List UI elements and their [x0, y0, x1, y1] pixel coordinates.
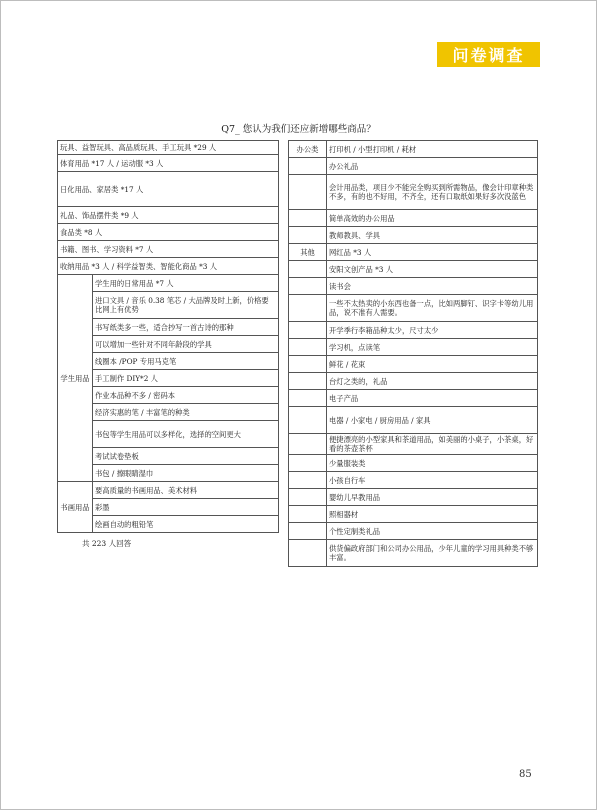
answer-cell: 个性定制类礼品 — [327, 523, 538, 540]
category-art-supplies: 书画用品 — [58, 482, 93, 533]
answer-cell: 供货偏政府部门和公司办公用品，少年儿童的学习用具种类不够丰富。 — [327, 540, 538, 567]
answer-cell: 小孩自行车 — [327, 472, 538, 489]
answer-cell: 开学季行李箱品种太少，尺寸太少 — [327, 322, 538, 339]
table-row — [58, 482, 279, 499]
table-row — [289, 455, 538, 472]
answer-cell: 便捷漂亮的小型家具和茶道用品，如美丽的小桌子，小茶桌，好看的茶壶茶杯 — [327, 434, 538, 455]
answer-cell: 作业本品种不多 / 密码本 — [93, 387, 279, 404]
table-row — [58, 207, 279, 224]
blank-category-cell — [289, 455, 327, 472]
answer-cell: 会计用品类，项目少不能完全购买到所需物品，像会计印章种类不多，有的也不好用，不齐全，还有口取纸如果好多次没蓝色 — [327, 175, 538, 210]
table-row — [58, 172, 279, 207]
answer-cell: 简单高效的办公用品 — [327, 210, 538, 227]
table-row — [289, 244, 538, 261]
blank-category-cell — [289, 175, 327, 210]
blank-category-cell — [289, 434, 327, 455]
table-row — [289, 373, 538, 390]
answer-cell: 手工制作 DIY*2 人 — [93, 370, 279, 387]
answer-cell: 台灯之类的，礼品 — [327, 373, 538, 390]
category-student-supplies: 学生用品 — [58, 275, 93, 482]
answer-cell: 书籍、图书、学习资料 *7 人 — [58, 241, 279, 258]
answer-cell: 电器 / 小家电 / 厨房用品 / 家具 — [327, 407, 538, 434]
table-row — [289, 506, 538, 523]
answer-cell: 考试试卷垫板 — [93, 448, 279, 465]
answer-cell: 食品类 *8 人 — [58, 224, 279, 241]
category-other: 其他 — [289, 244, 327, 261]
answer-cell: 体育用品 *17 人 / 运动服 *3 人 — [58, 155, 279, 172]
answer-cell: 网红品 *3 人 — [327, 244, 538, 261]
table-row — [289, 141, 538, 158]
blank-category-cell — [289, 339, 327, 356]
table-row — [58, 224, 279, 241]
table-row — [289, 261, 538, 278]
answer-cell: 收纳用品 *3 人 / 科学益智类、智能化商品 *3 人 — [58, 258, 279, 275]
table-row — [289, 322, 538, 339]
answer-cell: 安阳文创产品 *3 人 — [327, 261, 538, 278]
answer-cell: 玩具、益智玩具、高品质玩具、手工玩具 *29 人 — [58, 141, 279, 155]
table-row — [289, 523, 538, 540]
blank-category-cell — [289, 261, 327, 278]
respondent-count: 共 223 人回答 — [82, 539, 132, 548]
answers-table-left — [57, 140, 279, 533]
answer-cell: 书包等学生用品可以多样化，选择的空间更大 — [93, 421, 279, 448]
table-row — [289, 158, 538, 175]
question-title: Q7_ 您认为我们还应新增哪些商品？ — [221, 124, 376, 135]
answer-cell: 教师教具、学具 — [327, 227, 538, 244]
blank-category-cell — [289, 227, 327, 244]
answer-cell: 照相器材 — [327, 506, 538, 523]
answer-cell: 电子产品 — [327, 390, 538, 407]
page-number: 85 — [519, 769, 532, 780]
table-row — [58, 275, 279, 292]
table-row — [289, 175, 538, 210]
answer-cell: 进口文具 / 音乐 0.38 笔芯 / 大品牌及时上新，价格要比网上有优势 — [93, 292, 279, 319]
table-row — [289, 489, 538, 506]
blank-category-cell — [289, 506, 327, 523]
blank-category-cell — [289, 295, 327, 322]
table-row — [289, 227, 538, 244]
answer-cell: 学生用的日常用品 *7 人 — [93, 275, 279, 292]
blank-category-cell — [289, 472, 327, 489]
table-row — [58, 155, 279, 172]
answer-cell: 绘画自动的粗铅笔 — [93, 516, 279, 533]
table-row — [289, 540, 538, 567]
category-office: 办公类 — [289, 141, 327, 158]
blank-category-cell — [289, 540, 327, 567]
answer-cell: 书包 / 擦眼睛湿巾 — [93, 465, 279, 482]
answer-cell: 要高质量的书画用品、美术材料 — [93, 482, 279, 499]
table-row — [289, 407, 538, 434]
blank-category-cell — [289, 373, 327, 390]
table-row — [289, 356, 538, 373]
table-row — [289, 210, 538, 227]
blank-category-cell — [289, 407, 327, 434]
table-row — [289, 278, 538, 295]
answer-cell: 日化用品、家居类 *17 人 — [58, 172, 279, 207]
answer-cell: 书写纸类多一些，适合抄写一首古诗的那种 — [93, 319, 279, 336]
table-row — [289, 339, 538, 356]
blank-category-cell — [289, 278, 327, 295]
answer-cell: 可以增加一些针对不同年龄段的学具 — [93, 336, 279, 353]
table-row — [58, 141, 279, 155]
blank-category-cell — [289, 210, 327, 227]
answer-cell: 打印机 / 小型打印机 / 耗材 — [327, 141, 538, 158]
blank-category-cell — [289, 356, 327, 373]
table-row — [289, 390, 538, 407]
answer-cell: 少量服装类 — [327, 455, 538, 472]
section-banner: 问卷调查 — [437, 42, 540, 67]
answer-cell: 办公礼品 — [327, 158, 538, 175]
table-row — [289, 434, 538, 455]
blank-category-cell — [289, 158, 327, 175]
answer-cell: 读书会 — [327, 278, 538, 295]
blank-category-cell — [289, 390, 327, 407]
answer-cell: 鲜花 / 花束 — [327, 356, 538, 373]
answer-cell: 婴幼儿早教用品 — [327, 489, 538, 506]
answer-cell: 学习机，点读笔 — [327, 339, 538, 356]
answer-cell: 礼品、饰品摆件类 *9 人 — [58, 207, 279, 224]
table-row — [289, 295, 538, 322]
table-row — [58, 258, 279, 275]
answer-cell: 彩墨 — [93, 499, 279, 516]
table-row — [289, 472, 538, 489]
answer-cell: 一些不太热卖的小东西也备一点，比如两脚钉、识字卡等幼儿用品，说不准有人需要。 — [327, 295, 538, 322]
blank-category-cell — [289, 489, 327, 506]
blank-category-cell — [289, 523, 327, 540]
answers-table-right — [288, 140, 538, 567]
table-row — [58, 241, 279, 258]
answer-cell: 线圈本 /POP 专用马克笔 — [93, 353, 279, 370]
answer-cell: 经济实惠的笔 / 丰富笔的种类 — [93, 404, 279, 421]
blank-category-cell — [289, 322, 327, 339]
